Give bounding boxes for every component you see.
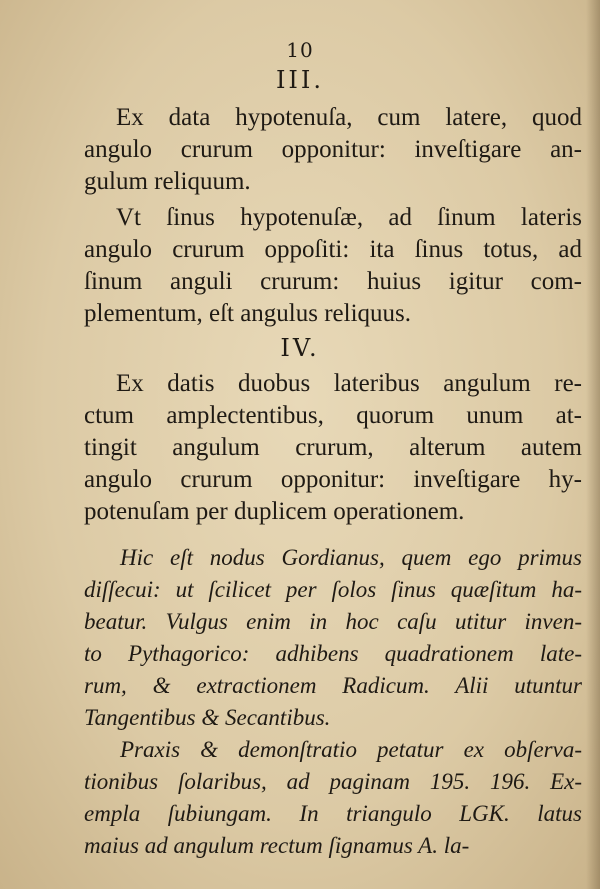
section-heading-3: III. (275, 66, 325, 94)
text-line: angulo crurum opponitur: inveſtigare an- (84, 136, 582, 163)
text-line: tingit angulum crurum, alterum autem (84, 434, 582, 461)
section-4-problem (84, 368, 582, 528)
text-line: Tangentibus & Secantibus. (84, 705, 331, 730)
section-3-solution (84, 202, 582, 330)
text-line: potenuſam per duplicem operationem. (84, 498, 465, 525)
text-line: beatur. Vulgus enim in hoc caſu utitur inven- (84, 609, 582, 634)
text-line: tionibus ſolaribus, ad paginam 195. 196. Ex- (84, 769, 582, 794)
text-line: ctum amplectentibus, quorum unum at- (84, 402, 582, 429)
section-4-commentary (84, 542, 582, 734)
text-line: maius ad angulum rectum ſignamus A. la- (84, 833, 470, 858)
text-line: Hic eſt nodus Gordianus, quem ego primus (120, 545, 582, 570)
text-line: empla ſubiungam. In triangulo LGK. latus (84, 801, 582, 826)
text-line: Vt ſinus hypotenuſæ, ad ſinum lateris (116, 204, 582, 231)
text-line: ſinum anguli crurum: huius igitur com- (84, 268, 582, 295)
text-line: angulo crurum oppoſiti: ita ſinus totus, ad (84, 236, 582, 263)
text-line: diſſecui: ut ſcilicet per ſolos ſinus quæſitum ha- (84, 577, 582, 602)
text-line: gulum reliquum. (84, 168, 251, 195)
text-line: plementum, eſt angulus reliquus. (84, 300, 412, 327)
page-gutter-shadow (586, 0, 600, 889)
text-line: Praxis & demonſtratio petatur ex obſerva- (120, 737, 582, 762)
section-4-praxis (84, 734, 582, 862)
text-line: Ex datis duobus lateribus angulum re- (116, 370, 582, 397)
text-line: Ex data hypotenuſa, cum latere, quod (116, 104, 582, 131)
text-line: rum, & extractionem Radicum. Alii utuntur (84, 673, 582, 698)
text-line: angulo crurum opponitur: inveſtigare hy- (84, 466, 582, 493)
section-3-problem (84, 102, 582, 198)
section-heading-4: IV. (280, 334, 320, 362)
text-line: to Pythagorico: adhibens quadrationem late- (84, 641, 582, 666)
page-number: 10 (286, 38, 314, 62)
